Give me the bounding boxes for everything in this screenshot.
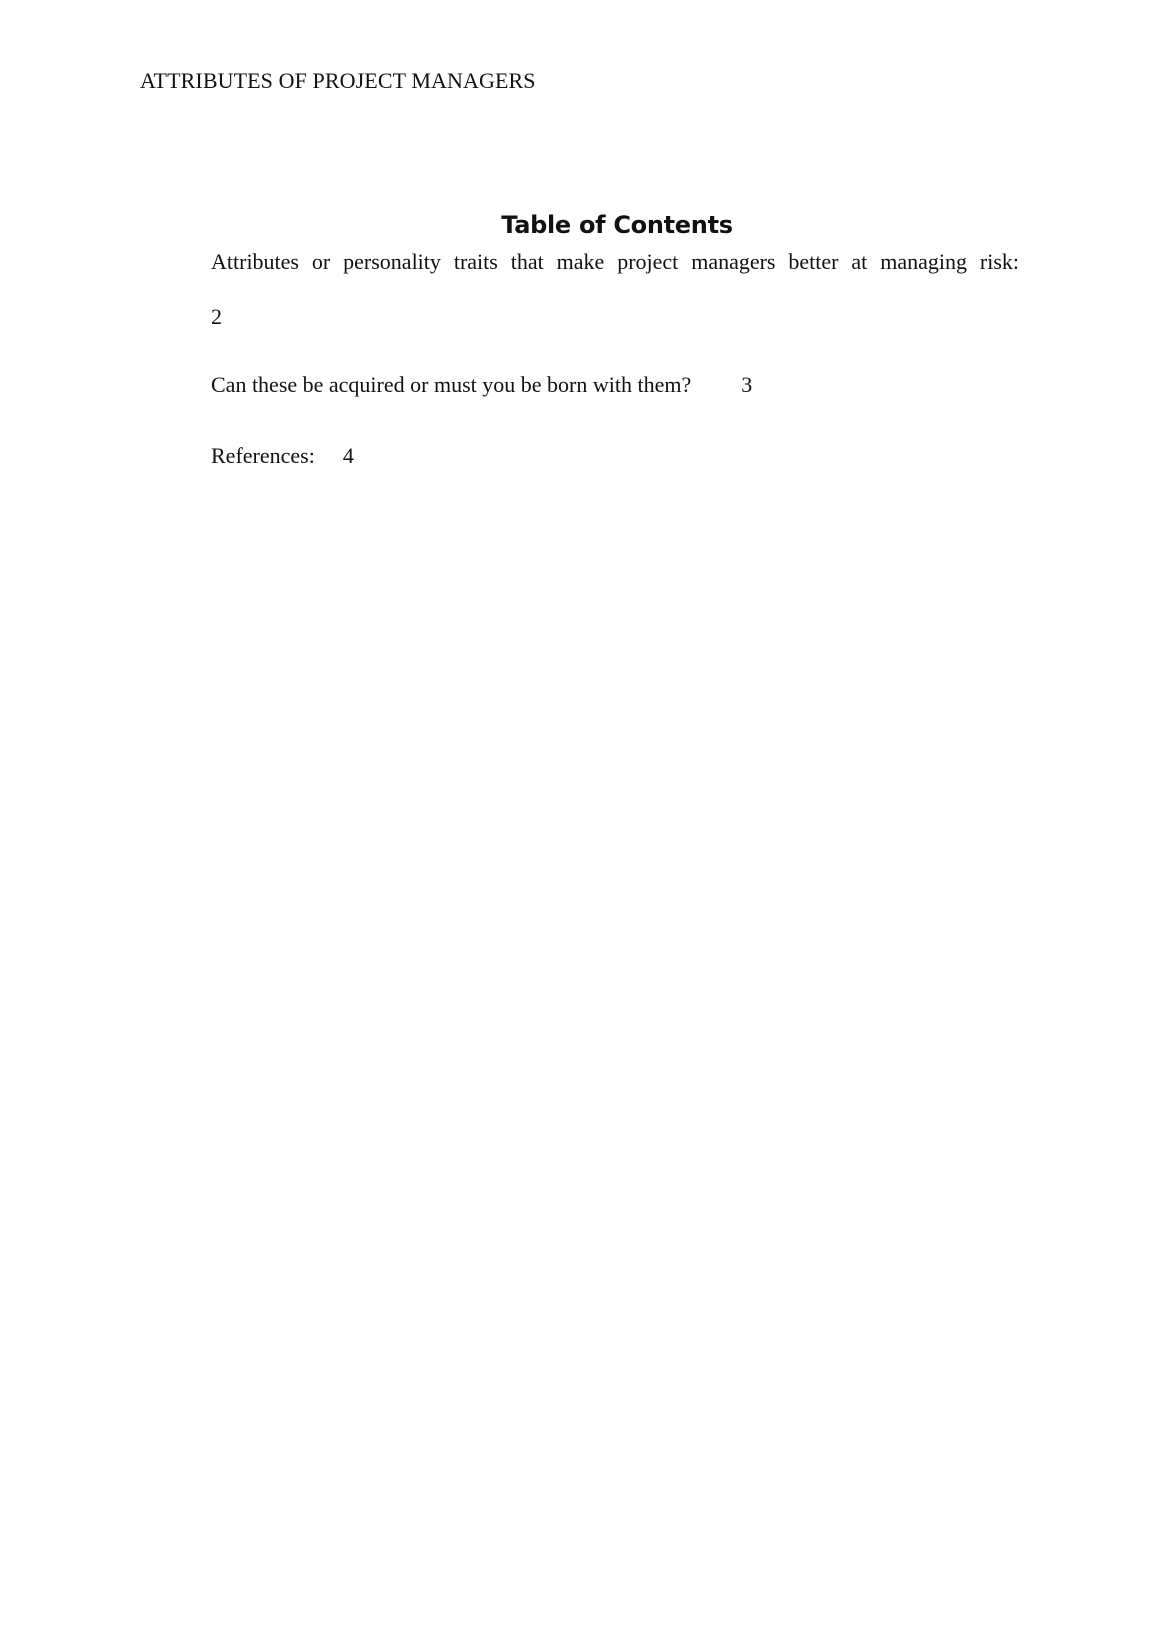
toc-entry-acquired[interactable] <box>211 372 752 398</box>
toc-entry-page-number: 4 <box>342 443 354 468</box>
running-header: ATTRIBUTES OF PROJECT MANAGERS <box>140 68 536 93</box>
toc-entry-page-number: 2 <box>211 304 222 329</box>
toc-entry-attributes[interactable] <box>211 249 1019 275</box>
toc-title: Table of Contents <box>501 211 733 239</box>
toc-entry-references[interactable] <box>211 443 354 469</box>
toc-entry-text: Can these be acquired or must you be born with them? <box>211 372 692 397</box>
toc-entry-text: Attributes or personality traits that make project managers better at managing risk: <box>211 249 1019 274</box>
toc-entry-page-number: 3 <box>741 372 753 397</box>
toc-entry-text: References: <box>211 443 315 468</box>
